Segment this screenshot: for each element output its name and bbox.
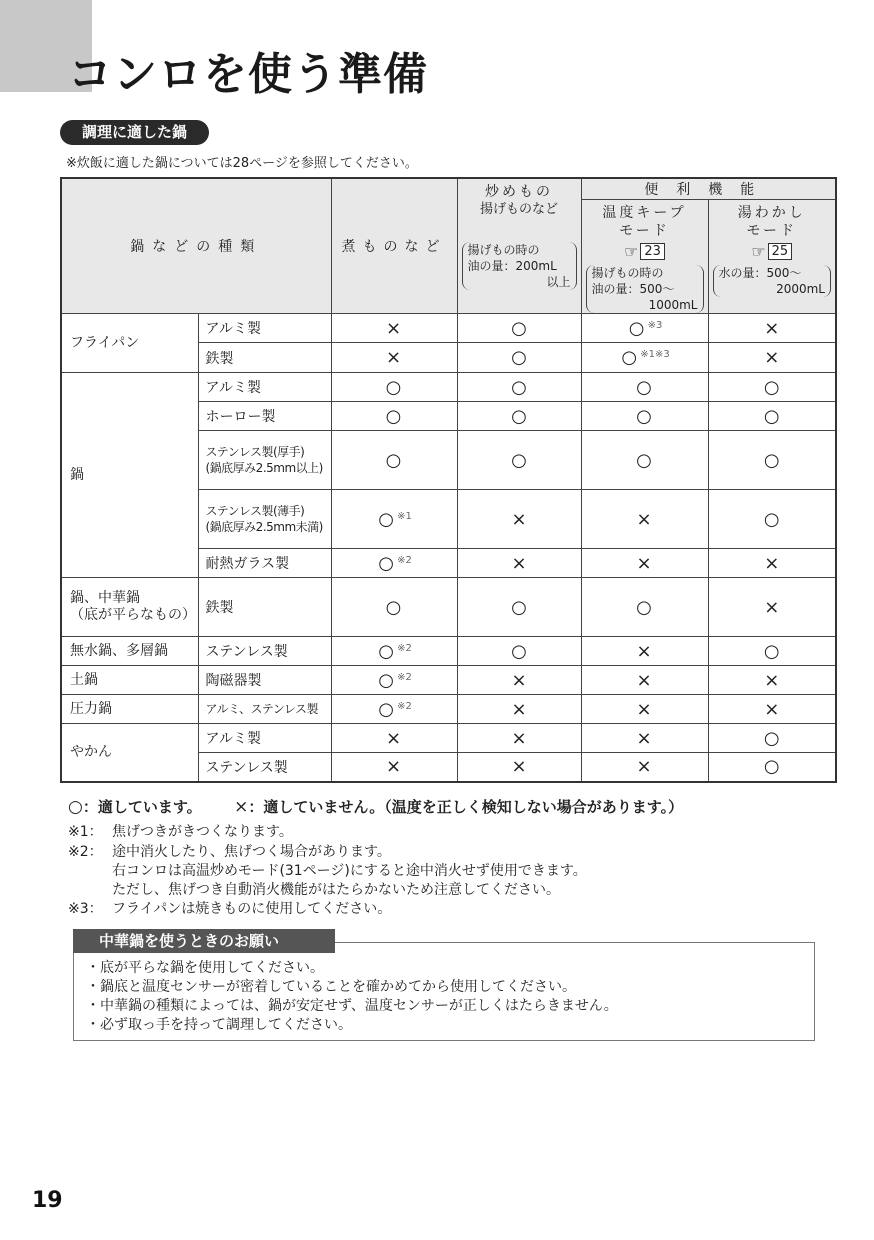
category-cell: 鍋 xyxy=(61,373,198,578)
table-row xyxy=(61,695,836,724)
itame-mark: ○ xyxy=(457,402,581,431)
category-cell: やかん xyxy=(61,724,198,782)
material-cell: アルミ製 xyxy=(198,373,331,402)
page-number: 19 xyxy=(32,1188,63,1213)
header-kind: 鍋などの種類 xyxy=(61,178,331,314)
footnote-2: ※2： 途中消火したり、焦げつく場合があります。 xyxy=(68,844,391,860)
yuwakashi-ref-number: 25 xyxy=(768,243,793,260)
header-yuwakashi xyxy=(708,200,836,314)
yuwakashi-mark: × xyxy=(708,343,836,373)
table-row xyxy=(61,637,836,666)
ondo-mark: × xyxy=(581,637,708,666)
nimono-mark: × xyxy=(331,724,457,753)
category-cell: 無水鍋、多層鍋 xyxy=(61,637,198,666)
ondo-mark: ○ $^{※1※3}$ xyxy=(581,343,708,373)
request-item: ・鍋底と温度センサーが密着していることを確かめてから使用してください。 xyxy=(86,979,576,995)
table-row xyxy=(61,578,836,637)
yuwakashi-mark: × xyxy=(708,549,836,578)
itame-mark: × xyxy=(457,724,581,753)
yuwakashi-water-note xyxy=(713,265,832,297)
header-itame-title2: 揚げものなど xyxy=(479,202,558,217)
itame-mark: × xyxy=(457,490,581,549)
ondo-mark: × xyxy=(581,490,708,549)
ondo-mark: × xyxy=(581,549,708,578)
itame-mark: ○ xyxy=(457,314,581,343)
material-cell: アルミ、ステンレス製 xyxy=(198,695,331,724)
yuwakashi-mark: ○ xyxy=(708,431,836,490)
header-ondo-title1: 温度キープ xyxy=(602,205,687,221)
table-row xyxy=(61,666,836,695)
table-row xyxy=(61,373,836,402)
yuwakashi-note-2: 2000mL xyxy=(776,282,825,296)
yuwakashi-mark: ○ xyxy=(708,724,836,753)
pot-suitability-table xyxy=(60,177,837,783)
itame-mark: ○ xyxy=(457,343,581,373)
itame-note-1: 揚げもの時の xyxy=(467,243,540,257)
header-itame xyxy=(457,178,581,314)
header-ondo-title2: モード xyxy=(619,223,670,239)
nimono-mark: ○ $^{※2}$ xyxy=(331,666,457,695)
itame-mark: × xyxy=(457,695,581,724)
material-cell: アルミ製 xyxy=(198,314,331,343)
yuwakashi-mark: × xyxy=(708,695,836,724)
pointing-hand-icon: ☞ xyxy=(751,241,766,261)
material-cell: ステンレス製 xyxy=(198,637,331,666)
request-title: 中華鍋を使うときのお願い xyxy=(73,929,335,953)
legend-ok-text: ：適しています。 xyxy=(82,798,202,816)
request-item: ・底が平らな鍋を使用してください。 xyxy=(86,960,324,976)
header-nimono: 煮ものなど xyxy=(331,178,457,314)
ondo-mark: × xyxy=(581,724,708,753)
itame-mark: ○ xyxy=(457,578,581,637)
ondo-note-2: 油の量：500～ xyxy=(591,282,675,296)
material-cell: ステンレス製(厚手) (鍋底厚み2.5mm以上) xyxy=(198,431,331,490)
ondo-mark: ○ xyxy=(581,402,708,431)
header-ondo xyxy=(581,200,708,314)
ondo-mark: ○ xyxy=(581,578,708,637)
category-cell: フライパン xyxy=(61,314,198,373)
category-cell: 圧力鍋 xyxy=(61,695,198,724)
table-row xyxy=(61,724,836,753)
pointing-hand-icon: ☞ xyxy=(624,241,639,261)
itame-note-2: 油の量：200mL xyxy=(467,259,557,273)
header-yuwakashi-title1: 湯わかし xyxy=(737,205,806,221)
reference-note: ※炊飯に適した鍋については28ページを参照してください。 xyxy=(66,156,418,171)
itame-mark: ○ xyxy=(457,431,581,490)
ondo-mark: × xyxy=(581,753,708,782)
material-cell: ホーロー製 xyxy=(198,402,331,431)
legend-ng-text: ：適していません。（温度を正しく検知しない場合があります。） xyxy=(248,798,684,816)
material-cell: 鉄製 xyxy=(198,578,331,637)
nimono-mark: ○ $^{※2}$ xyxy=(331,695,457,724)
ondo-note-3: 1000mL xyxy=(648,298,698,312)
table-row xyxy=(61,314,836,343)
request-item: ・必ず取っ手を持って調理してください。 xyxy=(86,1017,352,1033)
material-cell: アルミ製 xyxy=(198,724,331,753)
itame-mark: × xyxy=(457,666,581,695)
nimono-mark: × xyxy=(331,343,457,373)
ondo-mark: × xyxy=(581,666,708,695)
material-cell: 鉄製 xyxy=(198,343,331,373)
header-benri: 便利機能 xyxy=(581,178,836,200)
section-label: 調理に適した鍋 xyxy=(60,120,209,145)
ondo-note-1: 揚げもの時の xyxy=(591,266,664,280)
yuwakashi-page-ref[interactable] xyxy=(751,243,792,260)
header-itame-title1: 炒めもの xyxy=(485,184,553,200)
nimono-mark: ○ $^{※2}$ xyxy=(331,637,457,666)
ondo-oil-note xyxy=(586,265,704,313)
footnote-1: ※1： 焦げつきがきつくなります。 xyxy=(68,824,293,840)
material-cell: 陶磁器製 xyxy=(198,666,331,695)
ondo-ref-number: 23 xyxy=(640,243,665,260)
itame-oil-note xyxy=(462,242,577,290)
itame-mark: ○ xyxy=(457,373,581,402)
yuwakashi-mark: ○ xyxy=(708,490,836,549)
request-box xyxy=(73,942,815,1041)
yuwakashi-mark: ○ xyxy=(708,373,836,402)
itame-mark: × xyxy=(457,753,581,782)
yuwakashi-mark: ○ xyxy=(708,753,836,782)
ondo-mark: ○ $^{※3}$ xyxy=(581,314,708,343)
nimono-mark: ○ $^{※1}$ xyxy=(331,490,457,549)
footnote-2-line2: 右コンロは高温炒めモード(31ページ)にすると途中消火せず使用できます。 xyxy=(112,863,587,879)
yuwakashi-mark: × xyxy=(708,314,836,343)
nimono-mark: ○ xyxy=(331,373,457,402)
nimono-mark: ○ xyxy=(331,431,457,490)
nimono-mark: × xyxy=(331,314,457,343)
category-cell: 土鍋 xyxy=(61,666,198,695)
material-cell: 耐熱ガラス製 xyxy=(198,549,331,578)
ondo-mark: ○ xyxy=(581,373,708,402)
nimono-mark: ○ $^{※2}$ xyxy=(331,549,457,578)
itame-note-3: 以上 xyxy=(546,275,571,289)
yuwakashi-note-1: 水の量：500～ xyxy=(718,266,802,280)
footnote-3: ※3： フライパンは焼きものに使用してください。 xyxy=(68,901,392,917)
yuwakashi-mark: ○ xyxy=(708,402,836,431)
nimono-mark: ○ xyxy=(331,402,457,431)
yuwakashi-mark: × xyxy=(708,578,836,637)
header-yuwakashi-title2: モード xyxy=(746,223,797,239)
itame-mark: × xyxy=(457,549,581,578)
nimono-mark: × xyxy=(331,753,457,782)
material-cell: ステンレス製 xyxy=(198,753,331,782)
request-item: ・中華鍋の種類によっては、鍋が安定せず、温度センサーが正しくはたらきません。 xyxy=(86,998,618,1014)
page-title: コンロを使う準備 xyxy=(68,49,428,100)
material-cell: ステンレス製(薄手) (鍋底厚み2.5mm未満) xyxy=(198,490,331,549)
legend xyxy=(68,796,683,817)
footnote-2-line3: ただし、焦げつき自動消火機能がはたらかないため注意してください。 xyxy=(112,882,560,898)
yuwakashi-mark: × xyxy=(708,666,836,695)
category-cell: 鍋、中華鍋 （底が平らなもの） xyxy=(61,578,198,637)
ondo-mark: ○ xyxy=(581,431,708,490)
nimono-mark: ○ xyxy=(331,578,457,637)
ondo-page-ref[interactable] xyxy=(624,243,665,260)
legend-ng-symbol: × xyxy=(234,797,249,817)
yuwakashi-mark: ○ xyxy=(708,637,836,666)
ondo-mark: × xyxy=(581,695,708,724)
legend-ok-symbol: ○ xyxy=(68,797,83,817)
itame-mark: ○ xyxy=(457,637,581,666)
